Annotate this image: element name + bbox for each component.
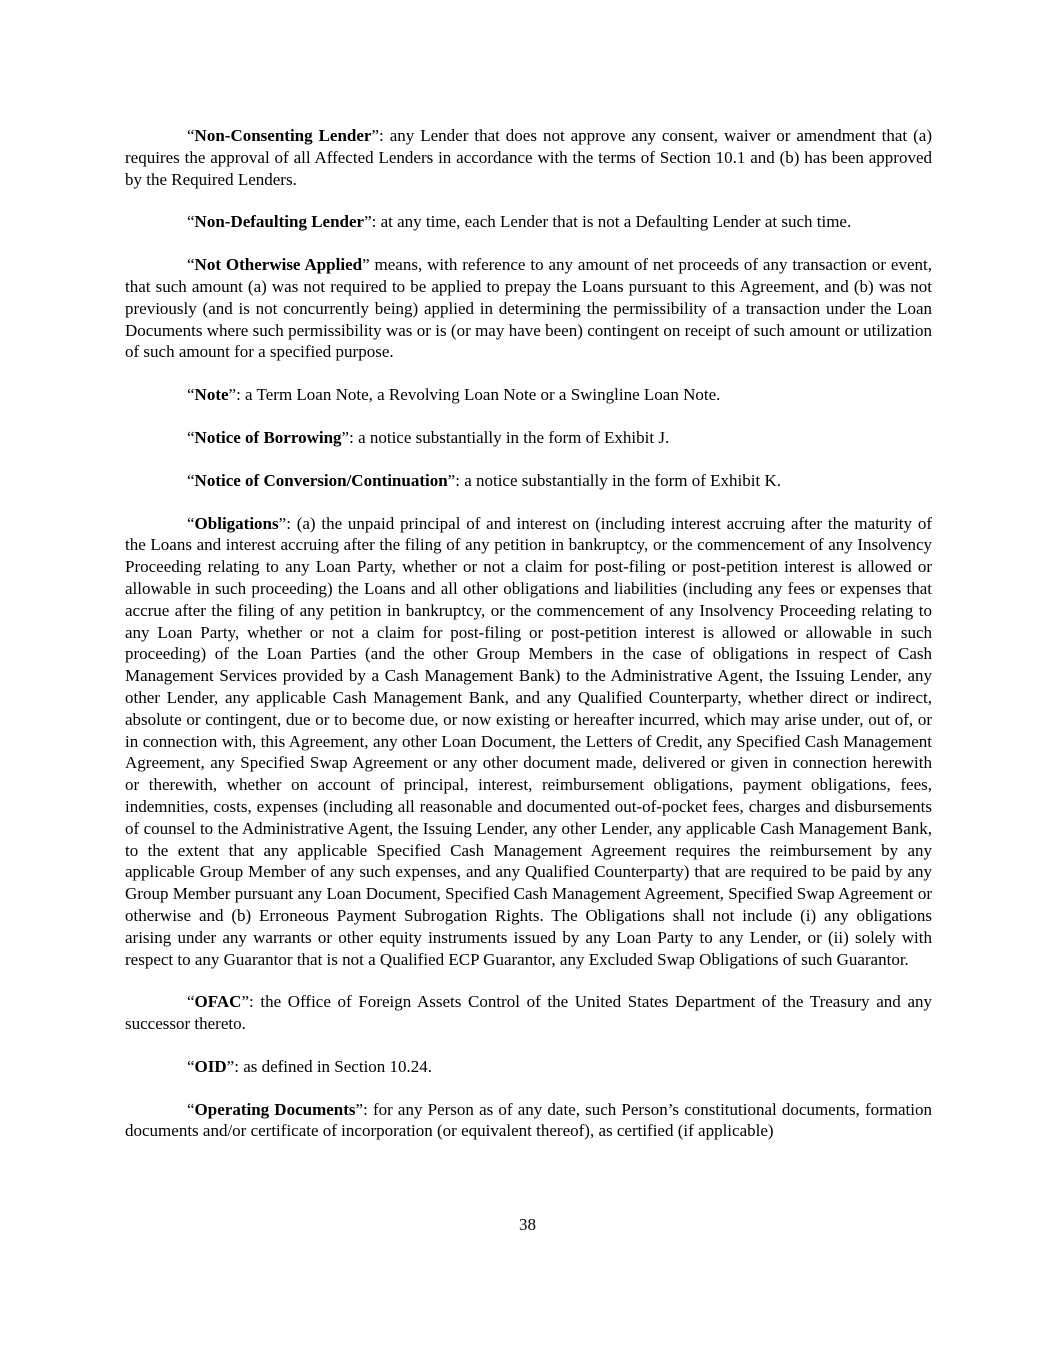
definition-text: : any Lender that does not approve any consent, waiver or amendment that (a) requires the approval of all Affected Lenders in accordance with the terms of Section 10.1 and (b) has been approved by the Required Lenders. [125, 126, 932, 189]
definition-text: : the Office of Foreign Assets Control of the United States Department of the Treasury and any successor thereto. [125, 992, 932, 1034]
definition-operating-documents: “Operating Documents”: for any Person as of any date, such Person’s constitutional documents, formation documents and/or certificate of incorporation (or equivalent thereof), as certified (if applicable) [125, 1099, 933, 1141]
defined-term: OID [194, 1056, 227, 1076]
definition-text: means, with reference to any amount of net proceeds of any transaction or event, that such amount (a) was not required to be applied to prepay the Loans pursuant to this Agreement, and (b) was not previously (and is not concurrently being) applied in determining the permissibility of a transaction under the Loan Documents where such permissibility was or is (or may have been) contingent on receipt of such amount or utilization of such amount for a specified purpose. [125, 255, 932, 362]
defined-term: Notice of Borrowing [194, 427, 342, 447]
defined-term: Notice of Conversion/Continuation [194, 470, 448, 490]
definition-text: : as defined in Section 10.24. [234, 1056, 433, 1076]
page-number: 38 [519, 1215, 536, 1234]
definition-obligations: “Obligations”: (a) the unpaid principal of and interest on (including interest accruing after the maturity of the Loans and interest accruing after the filing of any petition in bankruptcy, or the commencement of any Insolvency Proceeding relating to any Loan Party, whether or not a claim for post-filing or post-petition interest is allowed or allowable in such proceeding) the Loans and all other obligations and liabilities (including any fees or expenses that accrue after the filing of any petition in bankruptcy, or the commencement of any Insolvency Proceeding relating to any Loan Party, whether or not a claim for post-filing or post-petition interest is allowed or allowable in such proceeding) of the Loan Parties (and the other Group Members in the case of obligations in respect of Cash Management Services provided by a Cash Management Bank) to the Administrative Agent, the Issuing Lender, any other Lender, any applicable Cash Management Bank, and any Qualified Counterparty, whether direct or indirect, absolute or contingent, due or to become due, or now existing or hereafter incurred, which may arise under, out of, or in connection with, this Agreement, any other Loan Document, the Letters of Credit, any Specified Cash Management Agreement, any Specified Swap Agreement or any other document made, delivered or given in connection herewith or therewith, whether on account of principal, interest, reimbursement obligations, payment obligations, fees, indemnities, costs, expenses (including all reasonable and documented out-of-pocket fees, charges and disbursements of counsel to the Administrative Agent, the Issuing Lender, any other Lender, any applicable Cash Management Bank, to the extent that any applicable Specified Cash Management Agreement requires the reimbursement by any applicable Group Member of any such expenses, and any Qualified Counterparty) that are required to be paid by any Group Member pursuant any Loan Document, Specified Cash Management Agreement, Specified Swap Agreement or otherwise and (b) Erroneous Payment Subrogation Rights. The Obligations shall not include (i) any obligations arising under any warrants or other equity instruments issued by any Loan Party to any Lender, or (ii) solely with respect to any Guarantor that is not a Qualified ECP Guarantor, any Excluded Swap Obligations of such Guarantor. [125, 513, 932, 969]
definition-non-defaulting-lender: “Non-Defaulting Lender”: at any time, each Lender that is not a Defaulting Lender at such time. [187, 212, 852, 232]
defined-term: Non-Consenting Lender [194, 126, 372, 145]
defined-term: Obligations [194, 513, 279, 533]
definition-text: : (a) the unpaid principal of and interest on (including interest accruing after the maturity of the Loans and interest accruing after the filing of any petition in bankruptcy, or the commencement of any Insolvency Proceeding relating to any Loan Party, whether or not a claim for post-filing or post-petition interest is allowed or allowable in such proceeding) the Loans and all other obligations and liabilities (including any fees or expenses that accrue after the filing of any petition in bankruptcy, or the commencement of any Insolvency Proceeding relating to any Loan Party, whether or not a claim for post-filing or post-petition interest is allowed or allowable in such proceeding) of the Loan Parties (and the other Group Members in the case of obligations in respect of Cash Management Services provided by a Cash Management Bank) to the Administrative Agent, the Issuing Lender, any other Lender, any applicable Cash Management Bank, and any Qualified Counterparty, whether direct or indirect, absolute or contingent, due or to become due, or now existing or hereafter incurred, which may arise under, out of, or in connection with, this Agreement, any other Loan Document, the Letters of Credit, any Specified Cash Management Agreement, any Specified Swap Agreement or any other document made, delivered or given in connection herewith or therewith, whether on account of principal, interest, reimbursement obligations, payment obligations, fees, indemnities, costs, expenses (including all reasonable and documented out-of-pocket fees, charges and disbursements of counsel to the Administrative Agent, the Issuing Lender, any other Lender, any applicable Cash Management Bank, to the extent that any applicable Specified Cash Management Agreement requires the reimbursement by any applicable Group Member of any such expenses, and any Qualified Counterparty) that are required to be paid by any Group Member pursuant any Loan Document, Specified Cash Management Agreement, Specified Swap Agreement or otherwise and (b) Erroneous Payment Subrogation Rights. The Obligations shall not include (i) any obligations arising under any warrants or other equity instruments issued by any Loan Party to any Lender, or (ii) solely with respect to any Guarantor that is not a Qualified ECP Guarantor, any Excluded Swap Obligations of such Guarantor. [125, 513, 932, 969]
definition-note: “Note”: a Term Loan Note, a Revolving Loan Note or a Swingline Loan Note. [187, 385, 721, 405]
definition-oid: “OID”: as defined in Section 10.24. [187, 1056, 433, 1076]
definition-ofac: “OFAC”: the Office of Foreign Assets Control of the United States Department of the Treasury and any successor thereto. [125, 992, 932, 1034]
defined-term: OFAC [194, 992, 242, 1012]
defined-term: Operating Documents [194, 1099, 356, 1119]
definition-notice-of-borrowing: “Notice of Borrowing”: a notice substantially in the form of Exhibit J. [187, 427, 670, 447]
definition-text: : a notice substantially in the form of Exhibit J. [349, 427, 670, 447]
definition-text: : a notice substantially in the form of Exhibit K. [455, 470, 781, 490]
definition-text: : a Term Loan Note, a Revolving Loan Note or a Swingline Loan Note. [236, 385, 721, 405]
defined-term: Non-Defaulting Lender [194, 212, 365, 232]
definition-non-consenting-lender: “Non-Consenting Lender”: any Lender that does not approve any consent, waiver or amendment that (a) requires the approval of all Affected Lenders in accordance with the terms of Section 10.1 and (b) has been approved by the Required Lenders. [125, 126, 932, 189]
defined-term: Not Otherwise Applied [194, 255, 363, 275]
definition-text: : for any Person as of any date, such Person’s constitutional documents, formation documents and/or certificate of incorporation (or equivalent thereof), as certified (if applicable) [125, 1099, 933, 1141]
definition-notice-of-conversion-continuation: “Notice of Conversion/Continuation”: a notice substantially in the form of Exhibit K. [187, 470, 781, 490]
definitions-list [125, 125, 932, 1163]
definition-text: : at any time, each Lender that is not a Defaulting Lender at such time. [371, 212, 852, 232]
definition-not-otherwise-applied: “Not Otherwise Applied” means, with reference to any amount of net proceeds of any transaction or event, that such amount (a) was not required to be applied to prepay the Loans pursuant to this Agreement, and (b) was not previously (and is not concurrently being) applied in determining the permissibility of a transaction under the Loan Documents where such permissibility was or is (or may have been) contingent on receipt of such amount or utilization of such amount for a specified purpose. [125, 255, 932, 362]
defined-term: Note [194, 385, 229, 405]
